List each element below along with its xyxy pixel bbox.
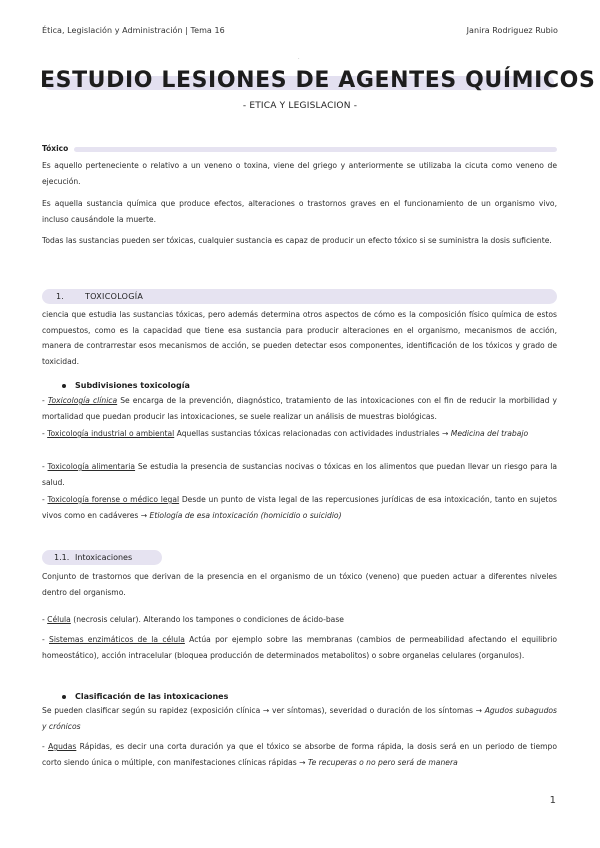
subdivision-tail: Etiología de esa intoxicación (homicidio o suicidio): [149, 510, 342, 520]
subdivision-item: - Toxicología clínica Se encarga de la prevención, diagnóstico, tratamiento de las intoxicaciones con el fin de reducir la morbilidad y mortalidad que puedan producir las intoxicaciones, se suele realizar un análisis de muestras biológicas.: [42, 396, 557, 421]
subdivision-term: Toxicología forense o médico legal: [47, 495, 180, 504]
toxico-paragraph-2: Es aquella sustancia química que produce efectos, alteraciones o trastornos graves en el funcionamiento de un organismo vivo, incluso causándole la muerte.: [42, 199, 557, 224]
toxico-paragraph-3: Todas las sustancias pueden ser tóxicas, cualquier sustancia es capaz de producir un efecto tóxico si se suministra la dosis suficiente.: [42, 236, 552, 245]
page-title: ESTUDIO LESIONES DE AGENTES QUÍMICOS: [40, 68, 596, 93]
clasificacion-tail: Agudos subagudos y crónicos: [42, 706, 557, 731]
section-1-title: TOXICOLOGÍA: [85, 292, 144, 301]
toxico-label: Tóxico: [42, 144, 69, 153]
bullet-dot: [62, 384, 66, 388]
section-1-paragraph: ciencia que estudia las sustancias tóxicas, pero además determina otros aspectos de cómo es la composición físico química de estos compuestos, como es la capacidad que tiene esa sustancia para producir alteraciones en el organismo, mecanismos de acción, manera de contrarrestar esos mecanismos de acción, se pueden detectar esos componentes, identificación de los tóxicos y grado de toxicidad.: [42, 310, 557, 366]
clasificacion-heading: [62, 692, 228, 701]
intox-term: Sistemas enzimáticos de la célula: [49, 635, 185, 644]
subdivision-text: Se estudia la presencia de sustancias nocivas o tóxicas en los alimentos que puedan llevar un riesgo para la salud.: [42, 462, 558, 487]
subdivision-text: Aquellas sustancias tóxicas relacionadas con actividades industriales →: [174, 429, 451, 438]
intox-text: Actúa por ejemplo sobre las membranas (cambios de permeabilidad afectando el equilibrio homeostático), acción intracelular (bloquea producción de determinados metabolitos) o sobre organelas celulares (organulos).: [42, 635, 557, 660]
subdivisions-heading: [62, 381, 190, 390]
clasificacion-paragraph: [42, 703, 557, 734]
title-block: [40, 66, 596, 98]
toxico-highlight: [74, 147, 557, 152]
intox-text: (necrosis celular). Alterando los tampones o condiciones de ácido-base: [70, 615, 344, 624]
section-1-heading: [42, 289, 557, 304]
page-number: 1: [549, 795, 556, 806]
subdivision-term: Toxicología alimentaria: [47, 462, 136, 471]
page-subtitle: - ETICA Y LEGISLACION -: [242, 101, 358, 111]
section-1-1-paragraph: Conjunto de trastornos que derivan de la presencia en el organismo de un tóxico (veneno) que pueden actuar a diferentes niveles dentro del organismo.: [42, 572, 557, 597]
agudas-term: Agudas: [48, 742, 77, 751]
toxico-label-bar: [42, 144, 557, 154]
center-dot: .: [298, 55, 300, 61]
agudas-tail: Te recuperas o no pero será de manera: [307, 757, 458, 767]
section-1-1-heading: [42, 550, 162, 565]
subdivision-text: Se encarga de la prevención, diagnóstico, tratamiento de las intoxicaciones con el fin de reducir la morbilidad y mortalidad que puedan producir las intoxicaciones, se suele realizar un análisis de muestras biológicas.: [42, 396, 557, 421]
bullet-dot: [62, 695, 66, 699]
section-1-1-title: Intoxicaciones: [75, 553, 133, 562]
subdivision-term: Toxicología clínica: [47, 396, 118, 405]
clasificacion-text: Se pueden clasificar según su rapidez (exposición clínica → ver síntomas), severidad o duración de los síntomas →: [42, 706, 485, 715]
agudas-paragraph: - Agudas Rápidas, es decir una corta duración ya que el tóxico se absorbe de forma rápida, la dosis será en un periodo de tiempo corto siendo única o múltiple, con manifestaciones clínicas rápidas → Te recuperas o no pero será de manera: [42, 742, 558, 767]
subdivision-text: Desde un punto de vista legal de las repercusiones jurídicas de esa intoxicación, tanto en sujetos vivos como en cadáveres →: [42, 495, 557, 520]
section-1-1-number: 1.1.: [54, 553, 70, 562]
subdivision-item: - Toxicología alimentaria Se estudia la presencia de sustancias nocivas o tóxicas en los alimentos que puedan llevar un riesgo para la salud.: [42, 462, 558, 487]
intox-item: - Célula (necrosis celular). Alterando los tampones o condiciones de ácido-base: [42, 615, 344, 624]
subdivision-term: Toxicología industrial o ambiental: [47, 429, 175, 438]
clasificacion-heading-text: Clasificación de las intoxicaciones: [75, 692, 229, 701]
agudas-text: Rápidas, es decir una corta duración ya que el tóxico se absorbe de forma rápida, la dosis será en un periodo de tiempo corto siendo única o múltiple, con manifestaciones clínicas rápidas →: [42, 742, 558, 767]
intox-term: Célula: [47, 615, 71, 624]
section-1-number: 1.: [56, 292, 64, 301]
subdivision-item: - Toxicología forense o médico legal Desde un punto de vista legal de las repercusiones jurídicas de esa intoxicación, tanto en sujetos vivos como en cadáveres → Etiología de esa intoxicación (homicidio o suicidio): [42, 495, 557, 520]
subdivisions-heading-text: Subdivisiones toxicología: [75, 381, 190, 390]
subdivision-item: - Toxicología industrial o ambiental Aquellas sustancias tóxicas relacionadas con actividades industriales → Medicina del trabajo: [42, 429, 529, 438]
toxico-paragraph-1: Es aquello perteneciente o relativo a un veneno o toxina, viene del griego y anteriormente se utilizaba la cicuta como veneno de ejecución.: [42, 161, 557, 186]
header-right: Janira Rodriguez Rubio: [466, 26, 558, 35]
subdivision-tail: Medicina del trabajo: [450, 429, 529, 438]
header-left: Ética, Legislación y Administración | Tema 16: [42, 26, 225, 35]
intox-item: - Sistemas enzimáticos de la célula Actúa por ejemplo sobre las membranas (cambios de permeabilidad afectando el equilibrio homeostático), acción intracelular (bloquea producción de determinados metabolitos) o sobre organelas celulares (organulos).: [42, 635, 557, 660]
